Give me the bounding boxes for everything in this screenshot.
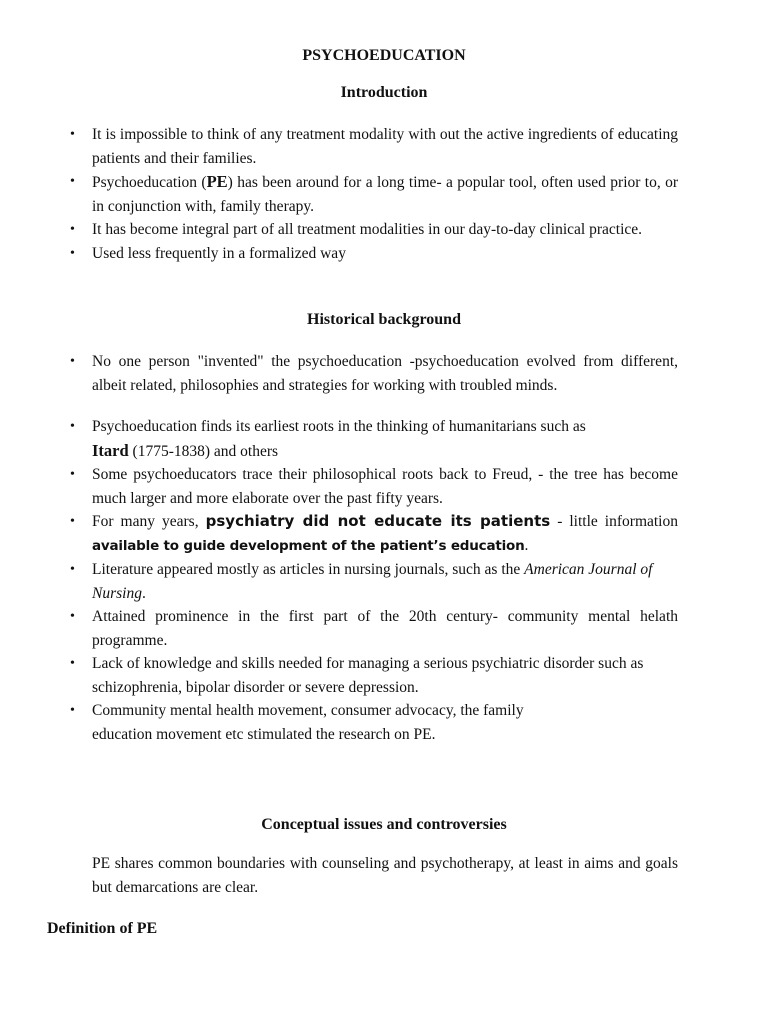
bullet-icon: •	[70, 703, 75, 718]
bullet-icon: •	[70, 562, 75, 577]
list-item-bold-term: available to guide development of the patient’s education	[92, 537, 525, 554]
list-item-text: Attained prominence in the first part of the 20th century- community mental helath programme.	[92, 608, 678, 649]
list-item	[0, 218, 768, 242]
list-item-text: It is impossible to think of any treatment modality with out the active ingredients of educating patients and their families.	[92, 126, 678, 167]
list-item-text-pre: Literature appeared mostly as articles in nursing journals, such as the	[92, 561, 525, 578]
introduction-list	[0, 123, 768, 265]
heading-historical-background: Historical background	[307, 311, 461, 328]
history-list	[0, 350, 768, 746]
bullet-icon: •	[70, 222, 75, 237]
list-item-text-line1: Community mental health movement, consumer advocacy, the family	[92, 702, 524, 719]
list-item-text-pre: For many years,	[92, 513, 206, 530]
bullet-icon: •	[70, 609, 75, 624]
list-item-italic-term: American Journal of Nursing	[92, 561, 653, 602]
list-item	[0, 463, 768, 510]
list-item	[0, 415, 768, 463]
list-item-text-pre: Psychoeducation (	[92, 174, 207, 191]
heading-definition-of-pe: Definition of PE	[47, 920, 158, 937]
list-item-text: No one person "invented" the psychoeducation -psychoeducation evolved from different, albeit related, philosophies and strategies for working with troubled minds.	[92, 353, 678, 394]
list-item-bold-term: PE	[206, 172, 228, 191]
bullet-icon: •	[70, 656, 75, 671]
list-item-text-post: ) has been around for a long time- a popular tool, often used prior to, or in conjunction with, family therapy.	[92, 174, 678, 215]
heading-conceptual-issues: Conceptual issues and controversies	[261, 816, 507, 833]
bullet-icon: •	[70, 127, 75, 142]
list-item-text: Used less frequently in a formalized way	[92, 244, 346, 262]
bullet-icon: •	[70, 419, 75, 434]
list-item-text-pre: Psychoeducation finds its earliest roots in the thinking of humanitarians such as	[92, 418, 586, 435]
list-item-bold-term: Itard	[92, 440, 129, 460]
heading-introduction: Introduction	[340, 84, 428, 101]
list-item-text: It has become integral part of all treatment modalities in our day-to-day clinical practice.	[92, 221, 643, 238]
list-item	[0, 510, 768, 558]
list-item-text-line2: education movement etc stimulated the research on PE.	[92, 725, 436, 743]
list-item-bold-term: psychiatry did not educate its patients	[205, 512, 551, 530]
bullet-icon: •	[70, 467, 75, 482]
list-spacer	[0, 397, 768, 415]
list-item-text-post: (1775-1838) and others	[128, 442, 279, 460]
list-item-text: Some psychoeducators trace their philosophical roots back to Freud, - the tree has become much larger and more elaborate over the past fifty years.	[92, 466, 678, 507]
document-title: PSYCHOEDUCATION	[302, 47, 466, 64]
list-item	[0, 123, 768, 170]
list-item-text-mid: - little information	[550, 513, 678, 530]
list-item-text-post: .	[524, 536, 529, 554]
bullet-icon: •	[70, 354, 75, 369]
list-item	[0, 242, 768, 266]
list-item	[0, 170, 768, 218]
list-item	[0, 605, 768, 652]
list-item	[0, 350, 768, 397]
list-item	[0, 652, 768, 699]
conceptual-paragraph: PE shares common boundaries with counseling and psychotherapy, at least in aims and goals but demarcations are clear.	[92, 855, 678, 896]
list-item	[0, 699, 768, 746]
list-item	[0, 558, 768, 605]
bullet-icon: •	[70, 245, 75, 261]
list-item-text: Lack of knowledge and skills needed for managing a serious psychiatric disorder such as schizophrenia, bipolar disorder or severe depression.	[92, 655, 644, 696]
bullet-icon: •	[70, 514, 75, 529]
list-item-text-post: .	[141, 584, 146, 602]
bullet-icon: •	[70, 174, 75, 189]
